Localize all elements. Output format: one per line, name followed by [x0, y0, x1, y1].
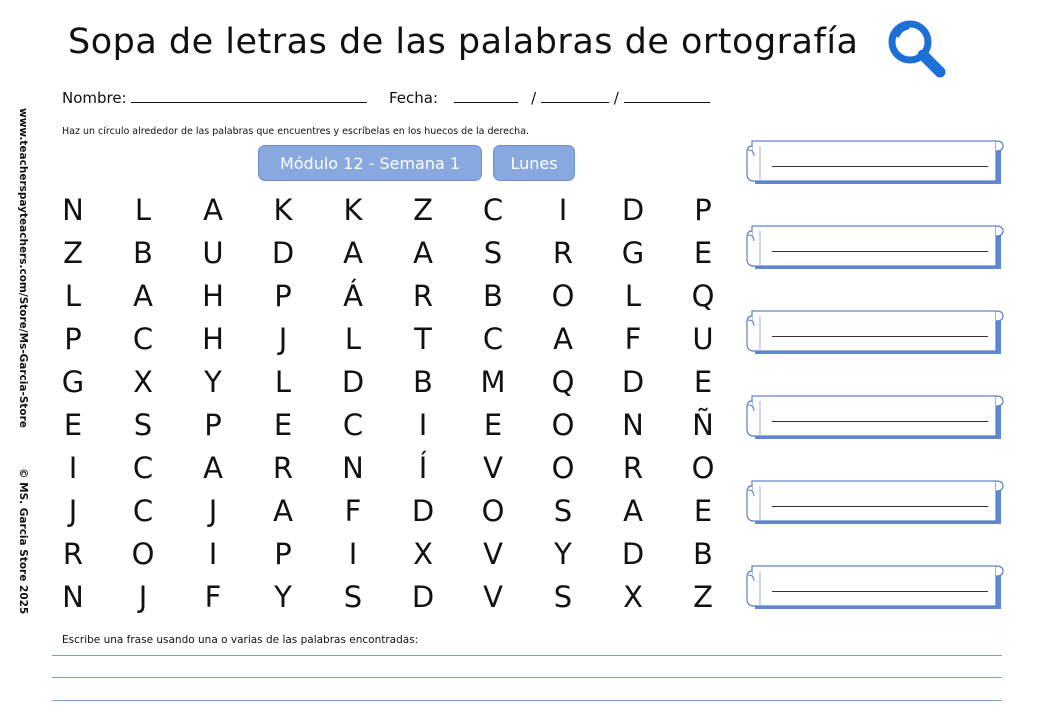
answer-slot[interactable] — [746, 140, 1004, 186]
grid-letter[interactable]: D — [411, 493, 435, 528]
grid-letter[interactable]: Z — [413, 192, 433, 227]
scroll-frame-icon — [746, 310, 1004, 356]
grid-letter[interactable]: Q — [551, 364, 575, 399]
grid-letter[interactable]: B — [413, 364, 433, 399]
date-month-field[interactable] — [541, 88, 609, 103]
grid-letter[interactable]: U — [692, 321, 714, 356]
grid-letter[interactable]: E — [693, 364, 713, 399]
grid-letter[interactable]: Á — [343, 278, 363, 313]
name-field[interactable] — [131, 88, 367, 103]
answer-slot[interactable] — [746, 225, 1004, 271]
grid-letter[interactable]: V — [483, 579, 503, 614]
answer-slot[interactable] — [746, 395, 1004, 441]
grid-letter[interactable]: D — [621, 536, 645, 571]
grid-letter[interactable]: A — [553, 321, 573, 356]
grid-letter[interactable]: E — [273, 407, 293, 442]
grid-letter[interactable]: C — [342, 407, 364, 442]
copyright-credit: © MS. Garcia Store 2025 — [17, 468, 29, 615]
grid-letter[interactable]: R — [412, 278, 434, 313]
grid-letter[interactable]: B — [483, 278, 503, 313]
grid-letter[interactable]: G — [621, 235, 645, 270]
grid-letter[interactable]: E — [693, 493, 713, 528]
grid-letter[interactable]: Y — [204, 364, 222, 399]
grid-letter[interactable]: A — [133, 278, 153, 313]
grid-letter[interactable]: H — [202, 278, 224, 313]
grid-letter[interactable]: A — [203, 450, 223, 485]
grid-letter[interactable]: R — [272, 450, 294, 485]
grid-letter[interactable]: J — [208, 493, 218, 528]
grid-letter[interactable]: I — [348, 536, 358, 571]
grid-letter[interactable]: Q — [691, 278, 715, 313]
grid-letter[interactable]: L — [134, 192, 152, 227]
grid-letter[interactable]: D — [621, 364, 645, 399]
grid-letter[interactable]: D — [411, 579, 435, 614]
scroll-frame-icon — [746, 140, 1004, 186]
answer-line[interactable] — [772, 251, 988, 252]
grid-letter[interactable]: Z — [693, 579, 713, 614]
grid-letter[interactable]: J — [68, 493, 78, 528]
grid-letter[interactable]: X — [133, 364, 153, 399]
answer-slot[interactable] — [746, 310, 1004, 356]
grid-letter[interactable]: S — [343, 579, 363, 614]
writing-line[interactable] — [52, 677, 1002, 678]
writing-line[interactable] — [52, 700, 1002, 701]
grid-letter[interactable]: S — [483, 235, 503, 270]
grid-letter[interactable]: V — [483, 536, 503, 571]
grid-letter[interactable]: Y — [274, 579, 292, 614]
grid-letter[interactable]: Ñ — [692, 407, 714, 442]
instructions: Haz un círculo alrededor de las palabras que encuentres y escríbelas en los huecos de la derecha. — [62, 126, 530, 137]
grid-letter[interactable]: A — [413, 235, 433, 270]
grid-letter[interactable]: D — [271, 235, 295, 270]
date-day-field[interactable] — [454, 88, 518, 103]
grid-letter[interactable]: I — [418, 407, 428, 442]
grid-letter[interactable]: H — [202, 321, 224, 356]
grid-letter[interactable]: O — [131, 536, 155, 571]
grid-letter[interactable]: R — [62, 536, 84, 571]
grid-letter[interactable]: F — [204, 579, 222, 614]
grid-letter[interactable]: T — [414, 321, 432, 356]
grid-letter[interactable]: A — [203, 192, 223, 227]
side-credit — [6, 100, 29, 620]
grid-letter[interactable]: D — [341, 364, 365, 399]
scroll-frame-icon — [746, 395, 1004, 441]
grid-letter[interactable]: B — [133, 235, 153, 270]
grid-letter[interactable]: I — [558, 192, 568, 227]
grid-letter[interactable]: I — [208, 536, 218, 571]
magnifying-glass-icon — [884, 16, 950, 82]
grid-letter[interactable]: N — [622, 407, 644, 442]
grid-letter[interactable]: J — [138, 579, 148, 614]
grid-letter[interactable]: P — [274, 536, 292, 571]
answer-line[interactable] — [772, 591, 988, 592]
grid-letter[interactable]: C — [482, 321, 504, 356]
answer-line[interactable] — [772, 506, 988, 507]
grid-letter[interactable]: J — [278, 321, 288, 356]
grid-letter[interactable]: B — [693, 536, 713, 571]
grid-letter[interactable]: P — [694, 192, 712, 227]
grid-letter[interactable]: O — [551, 407, 575, 442]
answer-slot[interactable] — [746, 480, 1004, 526]
grid-letter[interactable]: U — [202, 235, 224, 270]
grid-letter[interactable]: K — [343, 192, 363, 227]
grid-letter[interactable]: N — [62, 579, 84, 614]
date-separator: / — [531, 89, 537, 107]
grid-letter[interactable]: S — [553, 493, 573, 528]
grid-letter[interactable]: N — [342, 450, 364, 485]
grid-letter[interactable]: D — [621, 192, 645, 227]
grid-letter[interactable]: C — [132, 493, 154, 528]
grid-letter[interactable]: E — [63, 407, 83, 442]
answer-line[interactable] — [772, 421, 988, 422]
grid-letter[interactable]: F — [624, 321, 642, 356]
website-credit: www.teacherspayteachers.com/Store/Ms-Garcia-Store — [17, 108, 29, 428]
scroll-frame-icon — [746, 225, 1004, 271]
grid-letter[interactable]: G — [61, 364, 85, 399]
grid-letter[interactable]: L — [274, 364, 292, 399]
name-label: Nombre: — [62, 89, 127, 107]
writing-line[interactable] — [52, 655, 1002, 656]
grid-letter[interactable]: C — [132, 321, 154, 356]
grid-letter[interactable]: F — [344, 493, 362, 528]
grid-letter[interactable]: A — [623, 493, 643, 528]
grid-letter[interactable]: S — [133, 407, 153, 442]
date-label: Fecha: — [389, 89, 439, 107]
word-search-grid — [38, 188, 738, 618]
grid-letter[interactable]: P — [274, 278, 292, 313]
grid-letter[interactable]: Z — [63, 235, 83, 270]
grid-letter[interactable]: L — [64, 278, 82, 313]
scroll-frame-icon — [746, 565, 1004, 611]
grid-letter[interactable]: O — [691, 450, 715, 485]
date-year-field[interactable] — [624, 88, 710, 103]
grid-letter[interactable]: C — [482, 192, 504, 227]
grid-letter[interactable]: A — [343, 235, 363, 270]
student-info-fields — [62, 88, 710, 107]
grid-letter[interactable]: R — [622, 450, 644, 485]
page-title: Sopa de letras de las palabras de ortografía — [68, 22, 859, 62]
grid-letter[interactable]: O — [551, 450, 575, 485]
date-separator: / — [613, 89, 619, 107]
grid-letter[interactable]: L — [344, 321, 362, 356]
grid-letter[interactable]: S — [553, 579, 573, 614]
day-badge: Lunes — [493, 145, 575, 181]
grid-letter[interactable]: O — [481, 493, 505, 528]
grid-letter[interactable]: Í — [418, 450, 428, 485]
grid-letter[interactable]: M — [480, 364, 506, 399]
grid-letter[interactable]: R — [552, 235, 574, 270]
grid-letter[interactable]: X — [623, 579, 643, 614]
sentence-prompt: Escribe una frase usando una o varias de las palabras encontradas: — [62, 634, 419, 646]
grid-letter[interactable]: E — [483, 407, 503, 442]
grid-letter[interactable]: K — [273, 192, 293, 227]
grid-letter[interactable]: E — [693, 235, 713, 270]
module-badge: Módulo 12 - Semana 1 — [258, 145, 482, 181]
answer-line[interactable] — [772, 336, 988, 337]
grid-letter[interactable]: I — [68, 450, 78, 485]
grid-letter[interactable]: C — [132, 450, 154, 485]
grid-letter[interactable]: A — [273, 493, 293, 528]
answer-line[interactable] — [772, 166, 988, 167]
grid-letter[interactable]: O — [551, 278, 575, 313]
grid-letter[interactable]: P — [204, 407, 222, 442]
scroll-frame-icon — [746, 480, 1004, 526]
grid-letter[interactable]: V — [483, 450, 503, 485]
grid-letter[interactable]: X — [413, 536, 433, 571]
answer-slot[interactable] — [746, 565, 1004, 611]
grid-letter[interactable]: N — [62, 192, 84, 227]
grid-letter[interactable]: Y — [554, 536, 572, 571]
grid-letter[interactable]: P — [64, 321, 82, 356]
grid-letter[interactable]: L — [624, 278, 642, 313]
